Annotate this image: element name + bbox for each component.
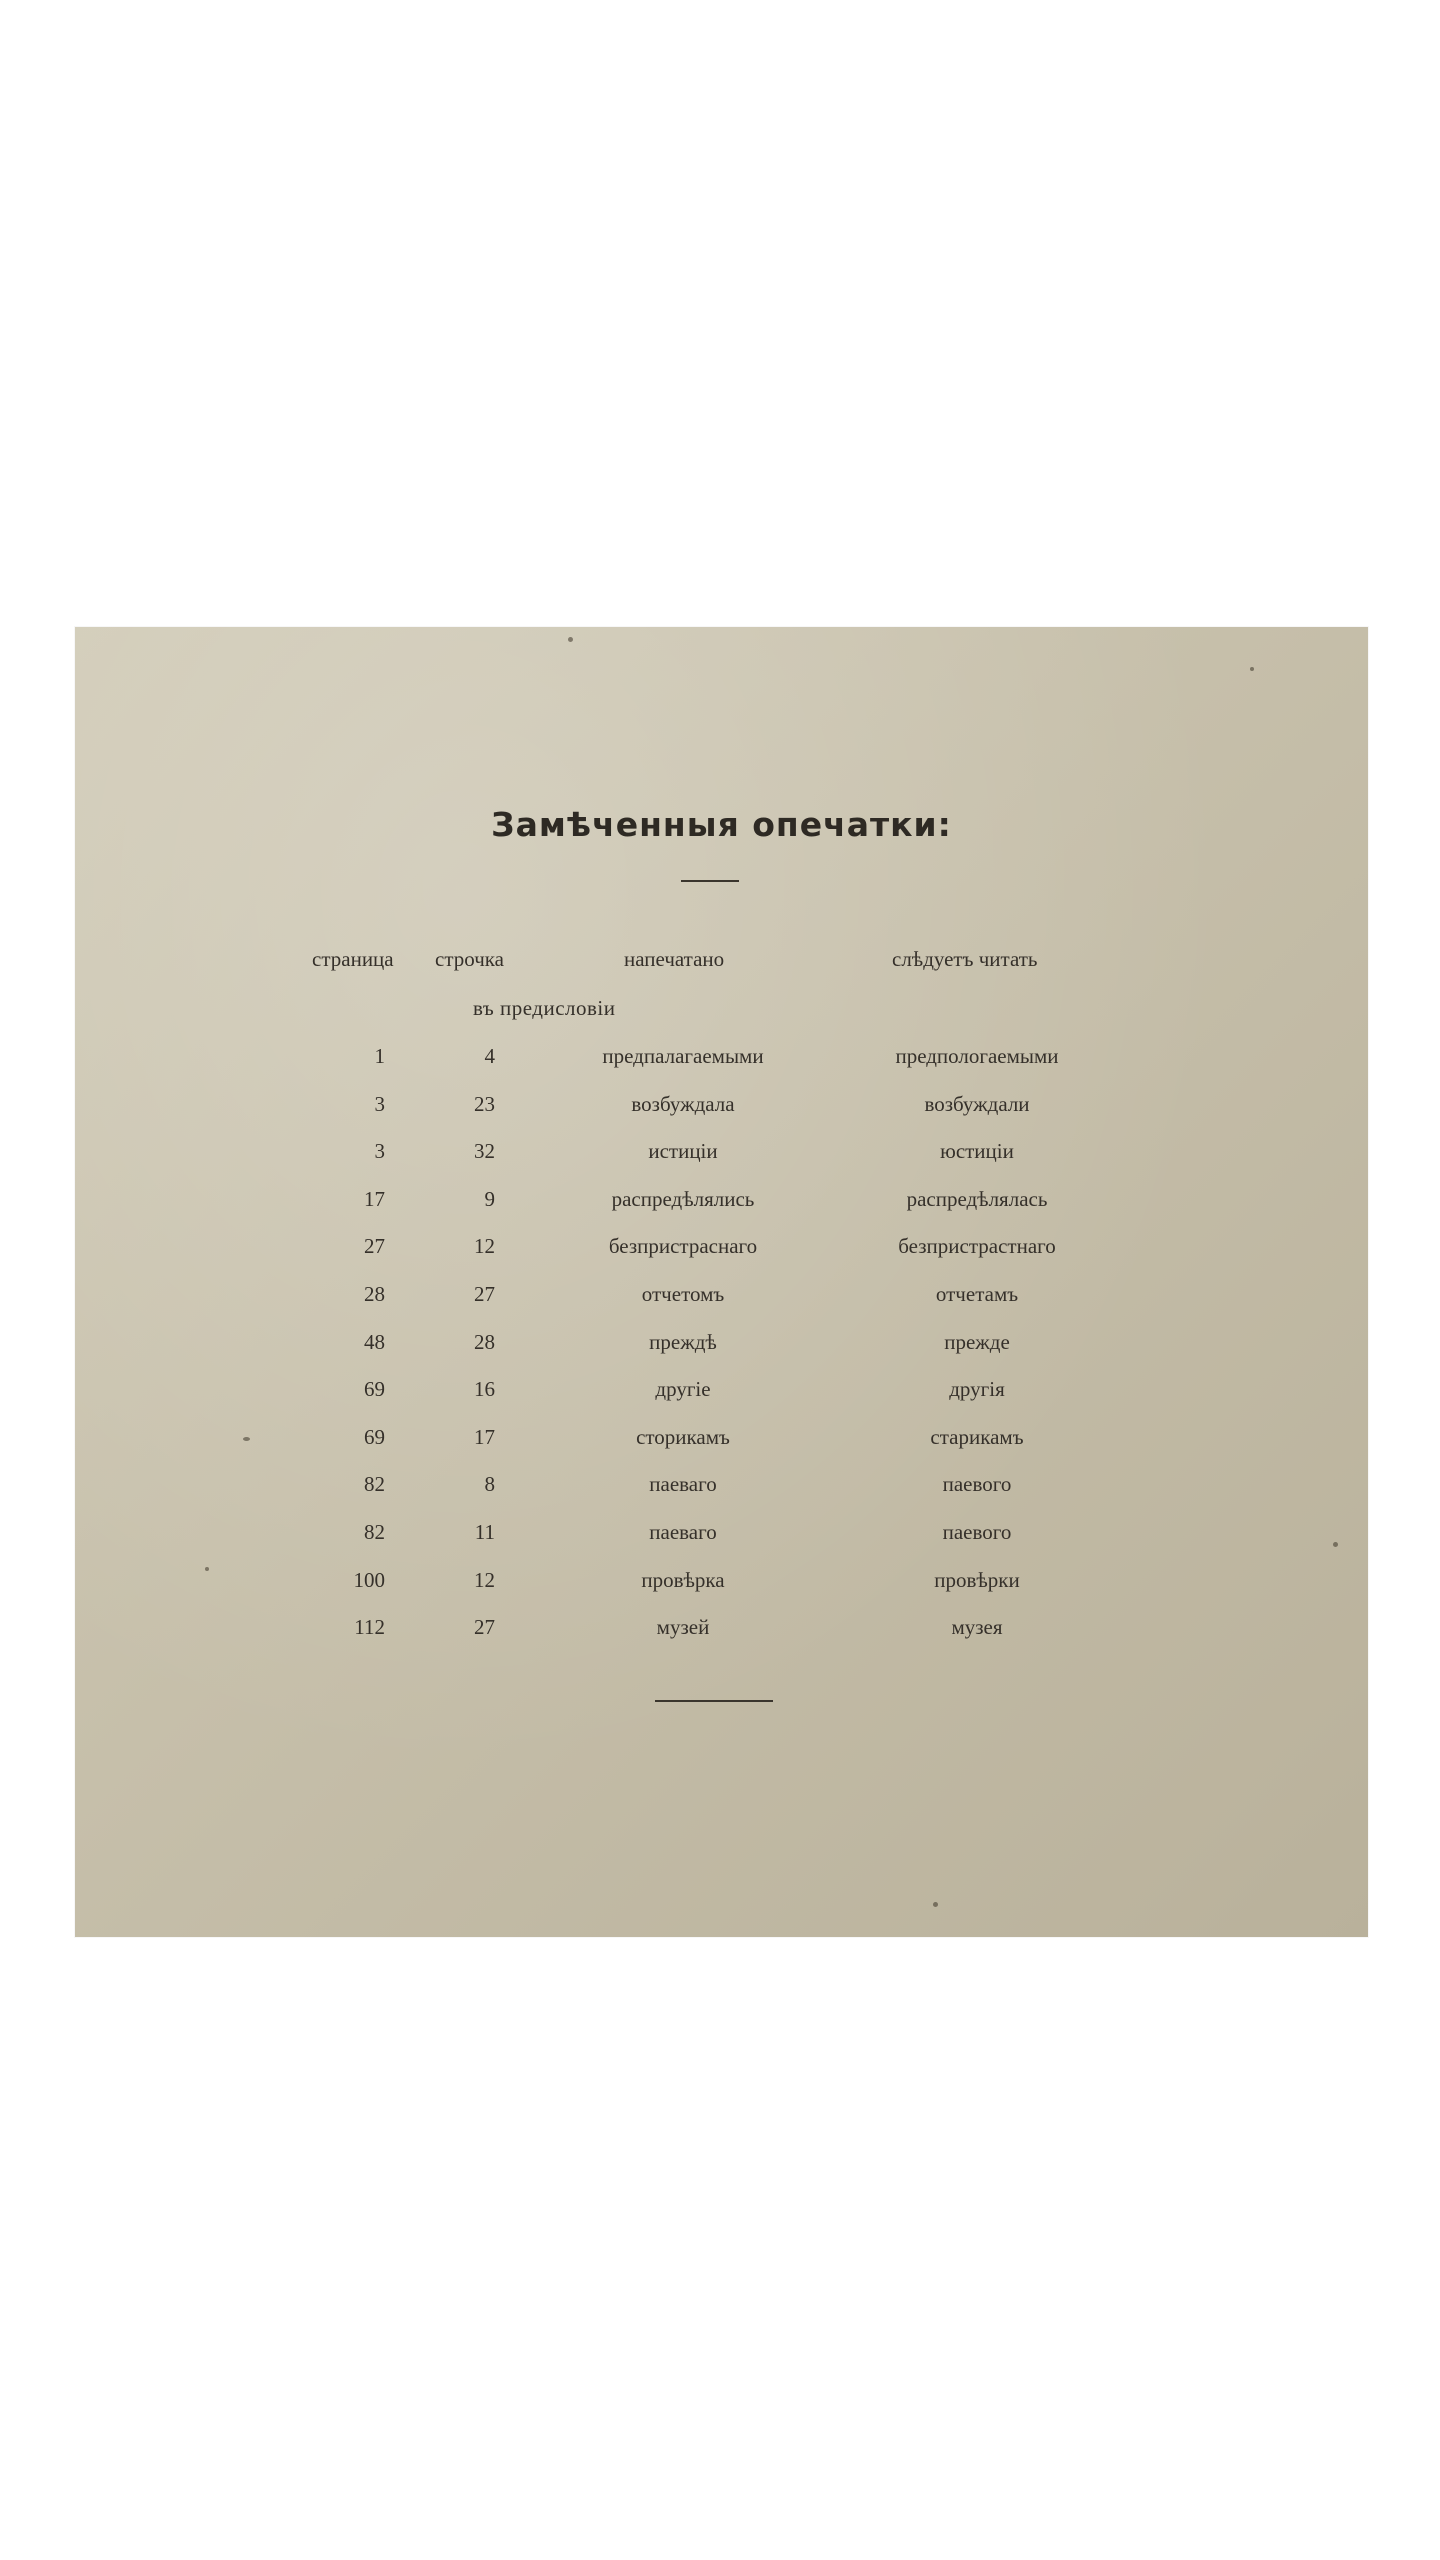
header-page: страница	[312, 947, 394, 971]
errata-sheet	[75, 627, 1368, 1937]
row-printed: провѣрка	[641, 1568, 725, 1592]
row-page: 112	[354, 1615, 385, 1639]
row-printed: преждѣ	[649, 1330, 717, 1354]
row-line: 16	[474, 1377, 495, 1401]
header-should-read: слѣдуетъ читать	[892, 947, 1038, 971]
paper-speck	[568, 637, 573, 642]
row-page: 48	[364, 1330, 385, 1354]
row-page: 3	[374, 1139, 385, 1163]
row-line: 32	[474, 1139, 495, 1163]
row-should-read: безпристрастнаго	[898, 1234, 1056, 1258]
row-should-read: юстиціи	[940, 1139, 1014, 1163]
row-should-read: возбуждали	[924, 1092, 1030, 1116]
closing-rule	[655, 1700, 773, 1702]
row-should-read: паевого	[942, 1472, 1012, 1496]
row-should-read: прежде	[944, 1330, 1010, 1354]
row-line: 27	[474, 1615, 495, 1639]
row-should-read: отчетамъ	[935, 1282, 1019, 1306]
paper-speck	[1250, 667, 1254, 671]
paper-speck	[1333, 1542, 1338, 1547]
row-line: 28	[474, 1330, 495, 1354]
row-should-read: старикамъ	[930, 1425, 1024, 1449]
row-printed: паеваго	[649, 1520, 717, 1544]
errata-title: Замѣченныя опечатки:	[491, 805, 952, 844]
row-page: 28	[364, 1282, 385, 1306]
row-line: 4	[484, 1044, 495, 1068]
row-line: 11	[474, 1520, 495, 1544]
row-page: 1	[374, 1044, 385, 1068]
row-page: 82	[364, 1520, 385, 1544]
row-line: 12	[474, 1568, 495, 1592]
row-should-read: провѣрки	[934, 1568, 1020, 1592]
row-line: 23	[474, 1092, 495, 1116]
row-should-read: музея	[951, 1615, 1003, 1639]
header-line: строчка	[435, 947, 504, 971]
row-printed: распредѣлялись	[611, 1187, 755, 1211]
row-page: 27	[364, 1234, 385, 1258]
row-page: 100	[353, 1568, 385, 1592]
row-line: 17	[474, 1425, 495, 1449]
title-rule	[681, 880, 739, 882]
section-label: въ предисловіи	[473, 996, 616, 1020]
row-printed: паеваго	[649, 1472, 717, 1496]
row-page: 69	[364, 1425, 385, 1449]
row-line: 12	[474, 1234, 495, 1258]
row-page: 69	[364, 1377, 385, 1401]
row-page: 3	[374, 1092, 385, 1116]
row-printed: сторикамъ	[636, 1425, 730, 1449]
row-printed: другіе	[655, 1377, 711, 1401]
paper-speck	[243, 1437, 250, 1441]
row-page: 17	[364, 1187, 385, 1211]
row-line: 27	[474, 1282, 495, 1306]
row-line: 9	[484, 1187, 495, 1211]
paper-speck	[205, 1567, 209, 1571]
row-page: 82	[364, 1472, 385, 1496]
header-printed: напечатано	[624, 947, 725, 971]
row-printed: музей	[656, 1615, 710, 1639]
row-line: 8	[484, 1472, 495, 1496]
row-printed: предпалагаемыми	[602, 1044, 764, 1068]
row-printed: безпристраснаго	[608, 1234, 758, 1258]
row-should-read: другія	[949, 1377, 1005, 1401]
paper-speck	[933, 1902, 938, 1907]
row-should-read: распредѣлялась	[906, 1187, 1048, 1211]
row-printed: отчетомъ	[641, 1282, 725, 1306]
row-printed: истиціи	[648, 1139, 718, 1163]
row-printed: возбуждала	[631, 1092, 735, 1116]
row-should-read: предпологаемыми	[895, 1044, 1059, 1068]
row-should-read: паевого	[942, 1520, 1012, 1544]
